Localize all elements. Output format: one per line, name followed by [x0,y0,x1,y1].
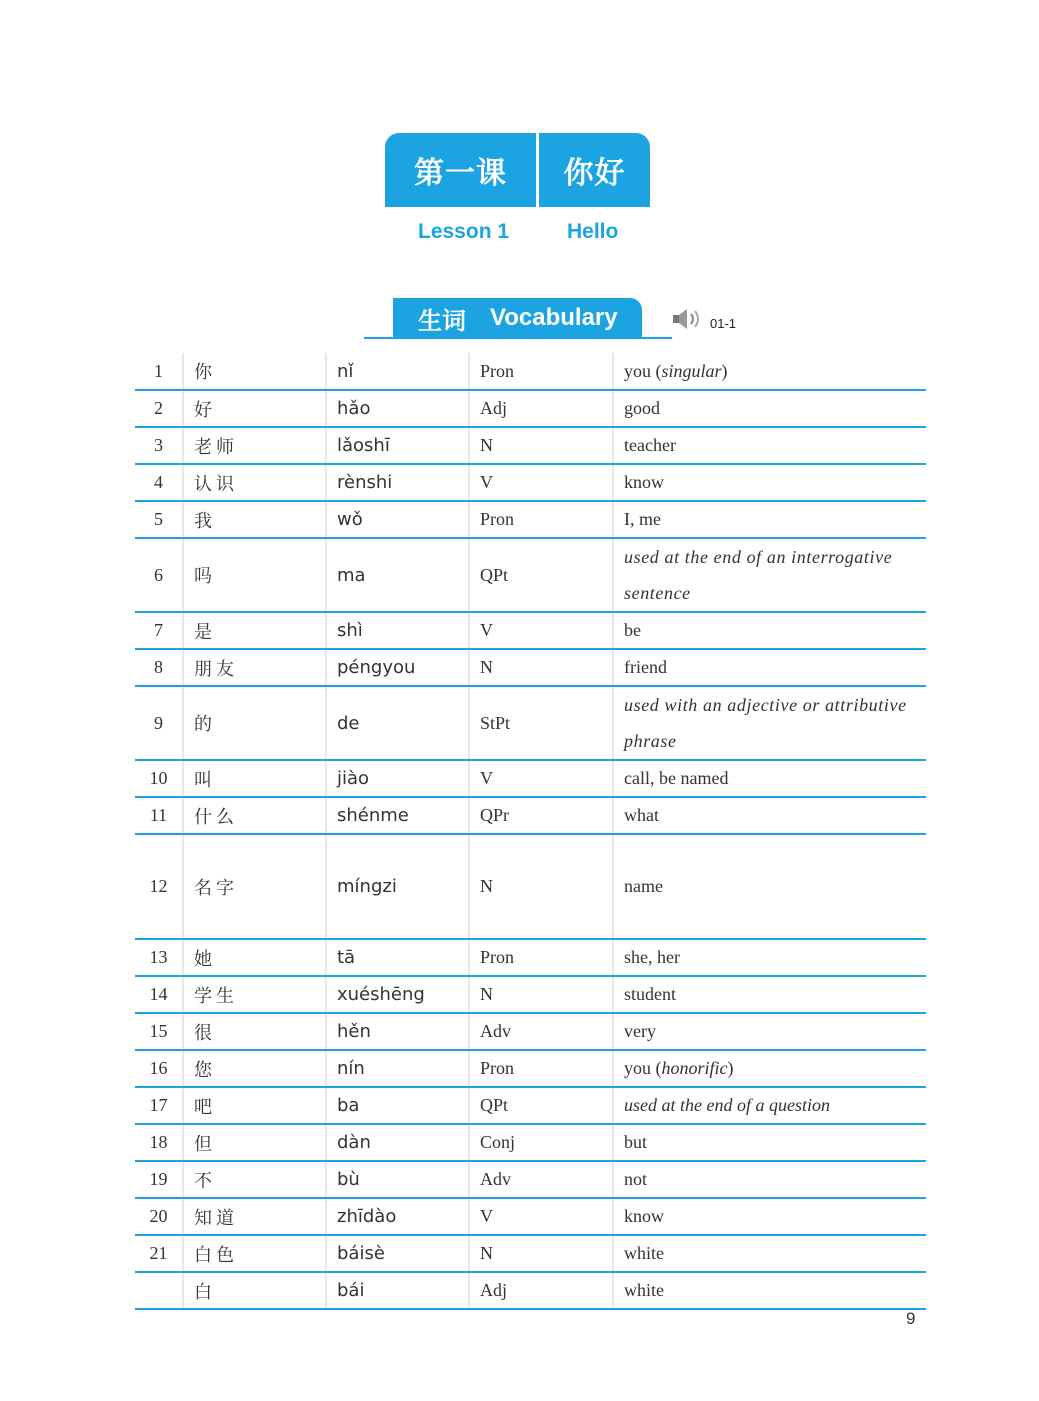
row-number: 1 [135,353,183,390]
lesson-title-banner [385,133,651,209]
pinyin: nín [326,1050,469,1087]
pinyin: xuéshēng [326,976,469,1013]
vocabulary-heading-en: Vocabulary [490,304,618,331]
pinyin: lǎoshī [326,427,469,464]
pinyin: shì [326,612,469,649]
pinyin: rènshi [326,464,469,501]
meaning: white [613,1235,926,1272]
hanzi: 是 [183,612,326,649]
row-number [135,1272,183,1309]
part-of-speech: N [469,976,613,1013]
table-row [135,649,926,686]
hanzi: 的 [183,686,326,760]
hanzi: 不 [183,1161,326,1198]
part-of-speech: Adv [469,1161,613,1198]
pinyin: shénme [326,797,469,834]
meaning: used with an adjective or attributive phrase [613,686,926,760]
meaning: teacher [613,427,926,464]
meaning-note: honorific [661,1058,728,1078]
part-of-speech: StPt [469,686,613,760]
table-row [135,1013,926,1050]
hanzi: 我 [183,501,326,538]
table-row [135,501,926,538]
page-number: 9 [906,1309,916,1328]
row-number: 18 [135,1124,183,1161]
part-of-speech: Pron [469,1050,613,1087]
hanzi: 她 [183,939,326,976]
pinyin: wǒ [326,501,469,538]
row-number: 14 [135,976,183,1013]
table-row [135,1087,926,1124]
hanzi: 叫 [183,760,326,797]
pinyin: jiào [326,760,469,797]
pinyin: bù [326,1161,469,1198]
meaning-text: you ( [624,360,662,381]
part-of-speech: Adj [469,1272,613,1309]
pinyin: de [326,686,469,760]
meaning: used at the end of a question [613,1087,926,1124]
pinyin: péngyou [326,649,469,686]
pinyin: hǎo [326,390,469,427]
pinyin: tā [326,939,469,976]
table-row [135,427,926,464]
table-row [135,834,926,939]
table-row [135,797,926,834]
row-number: 2 [135,390,183,427]
pinyin: zhīdào [326,1198,469,1235]
meaning-end: ) [727,1058,734,1078]
pinyin: dàn [326,1124,469,1161]
part-of-speech: Conj [469,1124,613,1161]
table-row [135,353,926,390]
part-of-speech: QPr [469,797,613,834]
hanzi: 您 [183,1050,326,1087]
meaning: not [613,1161,926,1198]
meaning: friend [613,649,926,686]
pinyin: báisè [326,1235,469,1272]
part-of-speech: Pron [469,939,613,976]
table-row [135,939,926,976]
hanzi: 名字 [183,834,326,939]
pinyin: hěn [326,1013,469,1050]
meaning: name [613,834,926,939]
row-number: 11 [135,797,183,834]
part-of-speech: N [469,834,613,939]
table-row [135,760,926,797]
meaning: what [613,797,926,834]
row-number: 9 [135,686,183,760]
lesson-number-en: Lesson 1 [418,220,510,243]
meaning: call, be named [613,760,926,797]
pinyin: ba [326,1087,469,1124]
row-number: 3 [135,427,183,464]
part-of-speech: V [469,464,613,501]
hanzi: 什么 [183,797,326,834]
meaning: used at the end of an interrogative sentence [613,538,926,612]
pinyin: ma [326,538,469,612]
row-number: 16 [135,1050,183,1087]
part-of-speech: Pron [469,353,613,390]
meaning: student [613,976,926,1013]
meaning: but [613,1124,926,1161]
part-of-speech: V [469,612,613,649]
row-number: 8 [135,649,183,686]
meaning: know [613,1198,926,1235]
hanzi: 但 [183,1124,326,1161]
meaning: be [613,612,926,649]
table-row [135,1235,926,1272]
row-number: 12 [135,834,183,939]
vocabulary-heading-zh: 生词 [418,306,466,335]
meaning: she, her [613,939,926,976]
hanzi: 知道 [183,1198,326,1235]
table-row [135,1198,926,1235]
audio-track-code: 01-1 [710,316,737,331]
hanzi: 很 [183,1013,326,1050]
meaning: I, me [613,501,926,538]
row-number: 4 [135,464,183,501]
row-number: 15 [135,1013,183,1050]
pinyin: míngzi [326,834,469,939]
meaning-end: ) [721,360,728,381]
speaker-icon[interactable] [672,307,704,331]
table-row [135,1124,926,1161]
row-number: 5 [135,501,183,538]
table-row [135,686,926,760]
lesson-number-zh: 第一课 [385,133,536,207]
hanzi: 吗 [183,538,326,612]
meaning: good [613,390,926,427]
row-number: 7 [135,612,183,649]
table-row [135,976,926,1013]
row-number: 21 [135,1235,183,1272]
table-row [135,1161,926,1198]
hanzi: 认识 [183,464,326,501]
hanzi: 吧 [183,1087,326,1124]
hanzi: 白 [183,1272,326,1309]
table-row [135,390,926,427]
pinyin: bái [326,1272,469,1309]
lesson-title-zh: 你好 [539,133,650,207]
table-row [135,612,926,649]
lesson-title-en: Hello [567,220,619,243]
row-number: 13 [135,939,183,976]
part-of-speech: N [469,1235,613,1272]
table-row [135,538,926,612]
row-number: 17 [135,1087,183,1124]
meaning-text: you ( [624,1058,662,1078]
heading-underline [364,337,672,339]
table-row [135,1050,926,1087]
part-of-speech: N [469,649,613,686]
row-number: 6 [135,538,183,612]
hanzi: 学生 [183,976,326,1013]
part-of-speech: Adj [469,390,613,427]
part-of-speech: Pron [469,501,613,538]
meaning [613,353,926,390]
row-number: 20 [135,1198,183,1235]
part-of-speech: V [469,1198,613,1235]
meaning [613,1050,926,1087]
hanzi: 你 [183,353,326,390]
part-of-speech: N [469,427,613,464]
hanzi: 白色 [183,1235,326,1272]
row-number: 19 [135,1161,183,1198]
hanzi: 朋友 [183,649,326,686]
meaning: very [613,1013,926,1050]
vocabulary-table [135,353,926,1310]
table-row [135,1272,926,1309]
table-row [135,464,926,501]
row-number: 10 [135,760,183,797]
hanzi: 老师 [183,427,326,464]
meaning-note: singular [661,360,722,381]
pinyin: nǐ [326,353,469,390]
part-of-speech: Adv [469,1013,613,1050]
meaning: know [613,464,926,501]
part-of-speech: V [469,760,613,797]
meaning: white [613,1272,926,1309]
part-of-speech: QPt [469,1087,613,1124]
part-of-speech: QPt [469,538,613,612]
hanzi: 好 [183,390,326,427]
vocabulary-heading [393,298,642,338]
